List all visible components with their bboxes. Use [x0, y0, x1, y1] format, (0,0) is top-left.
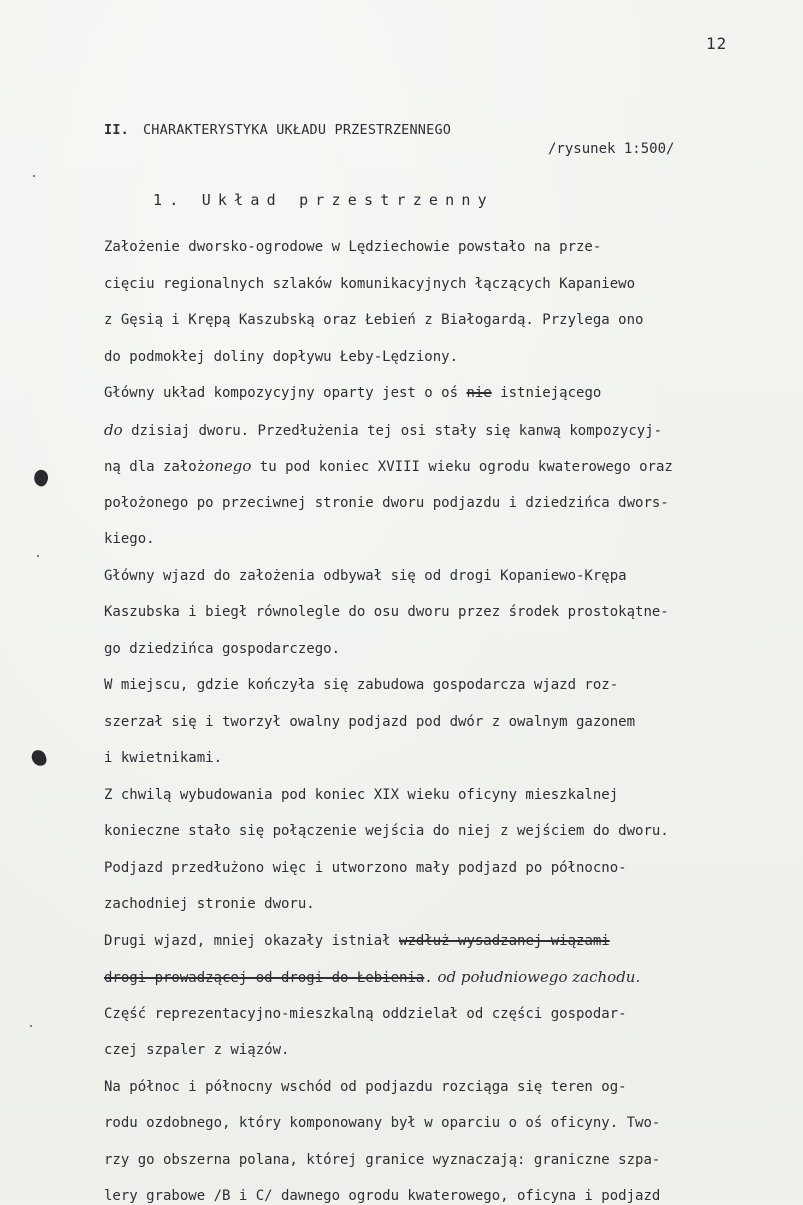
section-number: II. — [104, 122, 129, 138]
text-line — [104, 1005, 627, 1023]
line-text: go dziedzińca gospodarczego. — [104, 640, 341, 657]
paper-speck — [37, 555, 39, 557]
line-text: Główny wjazd do założenia odbywał się od drogi Kopaniewo-Krępa — [104, 567, 627, 584]
line-text: konieczne stało się połączenie wejścia do niej z wejściem do dworu. — [104, 823, 669, 839]
text-line — [104, 348, 458, 366]
section-title: CHARAKTERYSTYKA UKŁADU PRZESTRZENNEGO — [142, 122, 452, 138]
struck-text: drogi prowadzącej od drogi do Łebienia — [104, 970, 425, 986]
text-line — [104, 822, 669, 840]
line-text: Drugi wjazd, mniej okazały istniał — [104, 932, 400, 949]
text-line — [104, 384, 601, 402]
ink-blot-mark — [32, 468, 51, 488]
handwritten-correction: do — [104, 420, 123, 439]
text-line — [104, 494, 669, 512]
subsection-heading: 1. Układ przestrzenny — [153, 191, 494, 209]
text-line — [104, 567, 627, 585]
text-line — [104, 311, 643, 329]
line-text: dzisiaj dworu. Przedłużenia tej osi stały się kanwą kompozycyj- — [122, 422, 663, 439]
line-text: do podmokłej doliny dopływu Łeby-Lędziony. — [104, 348, 459, 365]
line-text: cięciu regionalnych szlaków komunikacyjnych łączących Kapaniewo — [104, 275, 636, 292]
line-text: kiego. — [104, 531, 155, 547]
text-line — [104, 968, 640, 987]
text-line — [104, 640, 340, 658]
text-line — [104, 1114, 660, 1132]
line-text: Z chwilą wybudowania pod koniec XIX wieku oficyny mieszkalnej — [104, 786, 619, 803]
ink-blot-mark — [30, 748, 48, 767]
line-text: . — [424, 970, 433, 986]
line-text: ną dla założ — [104, 459, 206, 475]
text-line — [104, 530, 155, 548]
line-text: zachodniej stronie dworu. — [104, 896, 315, 912]
section-heading — [104, 122, 451, 138]
text-line — [104, 676, 618, 694]
line-text: Część reprezentacyjno-mieszkalną oddzielał od części gospodar- — [104, 1005, 627, 1022]
paper-speck — [33, 175, 35, 177]
text-line — [104, 457, 673, 476]
text-line — [104, 895, 315, 913]
text-line — [104, 859, 627, 877]
paper-speck — [30, 1025, 32, 1027]
line-text: rzy go obszerna polana, której granice wyznaczają: graniczne szpa- — [104, 1151, 661, 1168]
text-line — [104, 421, 662, 440]
text-line — [104, 786, 618, 804]
line-text: W miejscu, gdzie kończyła się zabudowa gospodarcza wjazd roz- — [104, 677, 619, 693]
text-line — [104, 275, 635, 293]
text-line — [104, 749, 222, 767]
handwritten-correction: onego — [205, 457, 252, 475]
line-text: szerzał się i tworzył owalny podjazd pod dwór z owalnym gazonem — [104, 713, 636, 730]
struck-text: nie — [466, 385, 492, 401]
text-line — [104, 1151, 660, 1169]
drawing-scale-note: /rysunek 1:500/ — [548, 141, 675, 157]
line-text: z Gęsią i Krępą Kaszubską oraz Łebień z Białogardą. Przylega ono — [104, 312, 644, 328]
line-text: Główny układ kompozycyjny oparty jest o oś — [104, 385, 467, 401]
line-text: Podjazd przedłużono więc i utworzono mały podjazd po północno- — [104, 859, 627, 876]
text-line — [104, 1187, 660, 1205]
line-text: czej szpaler z wiązów. — [104, 1042, 290, 1058]
line-text: położonego po przeciwnej stronie dworu podjazdu i dziedzińca dwors- — [104, 494, 669, 511]
line-text: Kaszubska i biegł równolegle do osu dworu przez środek prostokątne- — [104, 604, 669, 620]
text-line — [104, 238, 601, 256]
line-text: Na północ i północny wschód od podjazdu rozciąga się teren og- — [104, 1078, 627, 1095]
handwritten-correction: od południowego zachodu. — [432, 968, 641, 986]
line-text: Założenie dworsko-ogrodowe w Lędziechowie powstało na prze- — [104, 239, 602, 255]
line-text: lery grabowe /B i C/ dawnego ogrodu kwaterowego, oficyna i podjazd — [104, 1188, 661, 1204]
line-text: rodu ozdobnego, który komponowany był w oparciu o oś oficyny. Two- — [104, 1115, 661, 1131]
text-line — [104, 603, 669, 621]
struck-text: wzdłuż wysadzanej wiązami — [399, 932, 610, 949]
line-text: istniejącego — [491, 385, 602, 401]
page-number: 12 — [706, 34, 728, 53]
line-text: tu pod koniec XVIII wieku ogrodu kwaterowego oraz — [251, 459, 673, 475]
line-text: i kwietnikami. — [104, 750, 223, 766]
text-line — [104, 713, 635, 731]
text-line — [104, 1078, 627, 1096]
text-line — [104, 932, 610, 950]
text-line — [104, 1041, 289, 1059]
